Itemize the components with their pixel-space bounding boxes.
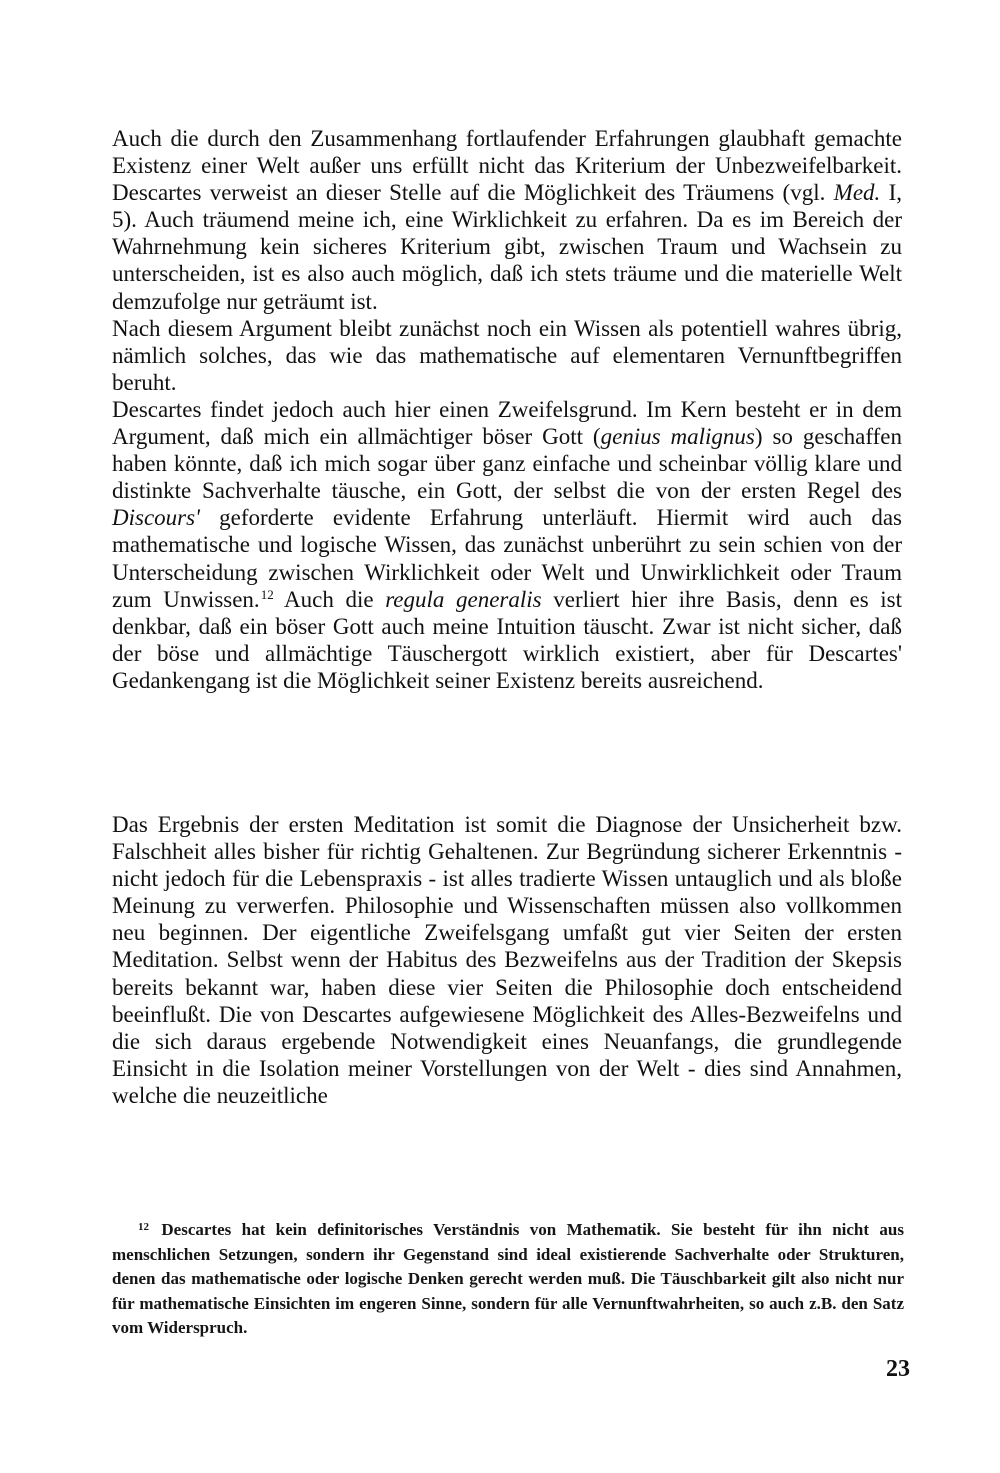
paragraph-1-text-b: I, 5). Auch träumend meine ich, eine Wirklichkeit zu erfahren. Da es im Bereich der Wahrnehmung kein sicheres Kriterium gibt, zwischen Traum und Wachsein zu unterscheiden, ist es also auch möglich, daß ich stets träume und die materielle Welt demzufolge nur geträumt ist. [112, 180, 902, 314]
footnote-reference-12[interactable]: 12 [260, 586, 274, 602]
paragraph-4-text: Das Ergebnis der ersten Meditation ist somit die Diagnose der Unsicherheit bzw. Falschheit alles bisher für richtig Gehaltenen. Zur Begründung sicherer Erkenntnis - nicht jedoch für die Lebenspraxis - ist alles tradierte Wissen untauglich und als bloße Meinung zu verwerfen. Philosophie und Wissenschaften müssen also vollkommen neu beginnen. Der eigentliche Zweifelsgang umfaßt gut vier Seiten der ersten Meditation. Selbst wenn der Habitus des Bezweifelns aus der Tradition der Skepsis bereits bekannt war, haben diese vier Seiten die Philosophie doch entscheidend beeinflußt. Die von Descartes aufgewiesene Möglichkeit des Alles-Bezweifelns und die sich daraus ergebende Notwendigkeit eines Neuanfangs, die grundlegende Einsicht in die Isolation meiner Vorstellungen von der Welt - dies sind Annahmen, welche die neuzeitliche [112, 812, 902, 1108]
footnote-12 [112, 1218, 904, 1341]
paragraph-2-text: Nach diesem Argument bleibt zunächst noch ein Wissen als potentiell wahres übrig, nämlich solches, das wie das mathematische auf elementaren Vernunftbegriffen beruht. [112, 315, 902, 395]
regula-generalis-term: regula generalis [385, 586, 542, 612]
paragraph-3-text-b: ) so geschaffen haben könnte, daß ich mich sogar über ganz einfache und scheinbar völlig klare und distinkte Sachverhalte täusche, ein Gott, der selbst die von der ersten Regel des [112, 424, 903, 504]
paragraph-3-text-a: Descartes findet jedoch auch hier einen Zweifelsgrund. Im Kern besteht er in dem Argument, daß mich ein allmächtiger böser Gott ( [112, 396, 902, 450]
main-text-block-1 [112, 125, 902, 694]
paragraph-1-text-a: Auch die durch den Zusammenhang fortlaufender Erfahrungen glaubhaft gemachte Existenz einer Welt außer uns erfüllt nicht das Kriterium der Unbezweifelbarkeit. Descartes verweist an dieser Stelle auf die Möglichkeit des Träumens (vgl. [112, 126, 902, 206]
paragraph-3-text-d: Auch die [284, 586, 374, 612]
genius-malignus-term: genius malignus [600, 424, 755, 450]
paragraph-3-text-e: verliert hier ihre Basis, denn es ist denkbar, daß ein böser Gott auch meine Intuition täuscht. Zwar ist nicht sicher, daß der böse und allmächtige Täuschergott wirklich existiert, aber für Descartes' Gedankengang ist die Möglichkeit seiner Existenz bereits ausreichend. [112, 586, 903, 693]
discours-term: Discours' [112, 505, 200, 531]
paragraph-4 [112, 811, 902, 1109]
paragraph-2 [112, 315, 902, 396]
main-text-block-2 [112, 811, 902, 1109]
paragraph-3 [112, 396, 902, 694]
paragraph-1 [112, 125, 902, 315]
page-number: 23 [886, 1356, 910, 1382]
footnote-text: Descartes hat kein definitorisches Verständnis von Mathematik. Sie besteht für ihn nicht aus menschlichen Setzungen, sondern ihr Gegenstand sind ideal existierende Sachverhalte oder Strukturen, denen das mathematische oder logische Denken gerecht werden muß. Die Täuschbarkeit gilt also nicht nur für mathematische Einsichten im engeren Sinne, sondern für alle Vernunftwahrheiten, so auch z.B. den Satz vom Widerspruch. [112, 1220, 904, 1337]
meditations-reference: Med. [833, 180, 881, 206]
footnote-number: 12 [138, 1221, 149, 1233]
paragraph-3-text-c: geforderte evidente Erfahrung unterläuft. Hiermit wird auch das mathematische und logische Wissen, das zunächst unberührt zu sein schien von der Unterscheidung zwischen Wirklichkeit oder Welt und Unwirklichkeit oder Traum zum Unwissen. [112, 505, 902, 612]
